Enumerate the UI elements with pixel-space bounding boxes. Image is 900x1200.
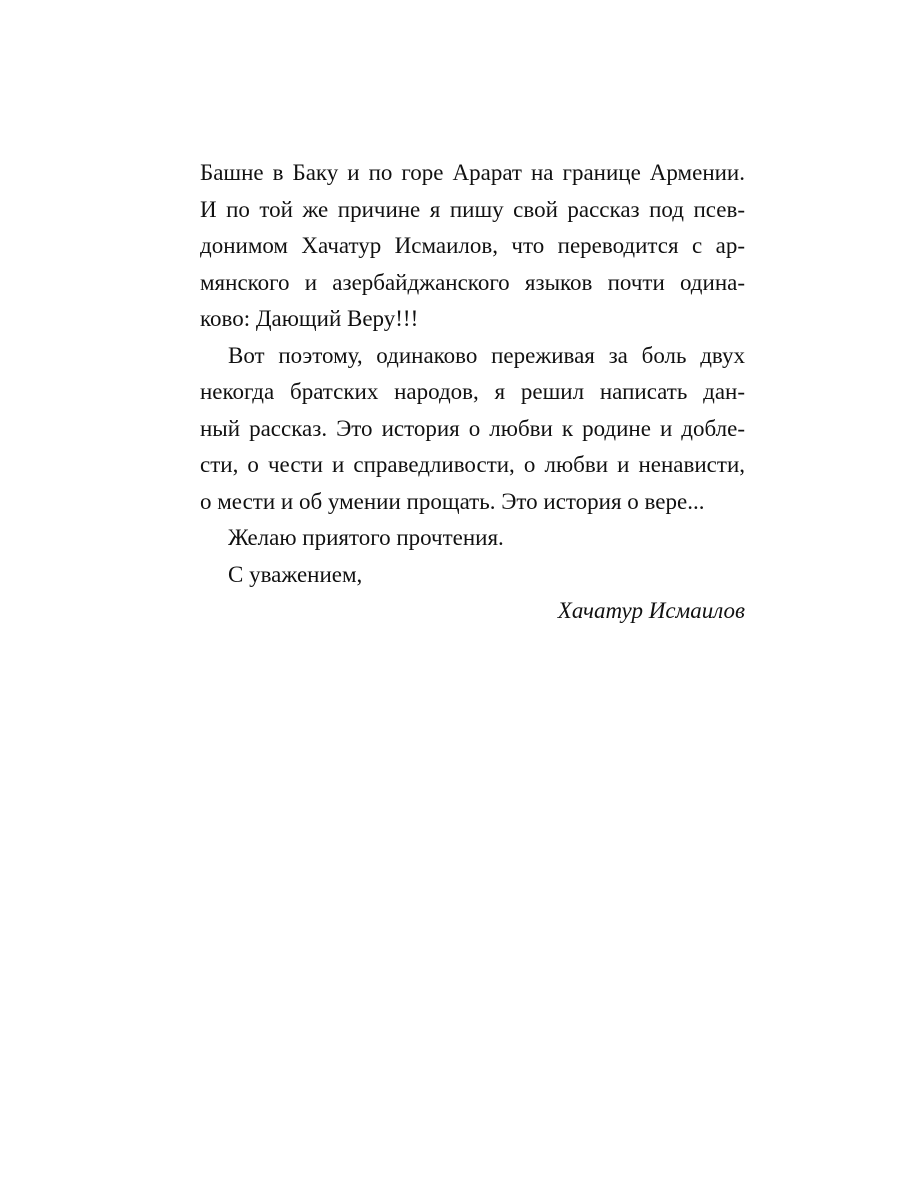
closing-line: С уважением, [228, 561, 363, 587]
author-signature: Хачатур Исмаилов [557, 598, 745, 623]
text-line: донимом Хачатур Исмаилов, что переводится с ар- [200, 233, 745, 258]
body-text [200, 155, 745, 630]
text-line: ково: Дающий Веру!!! [200, 306, 419, 331]
text-line: И по той же причине я пишу свой рассказ под псев- [200, 196, 745, 222]
text-line: сти, о чести и справедливости, о любви и ненависти, [200, 452, 745, 477]
text-line: ный рассказ. Это история о любви к родине и добле- [200, 415, 745, 441]
paragraph-start-line: Желаю приятого прочтения. [228, 525, 504, 550]
text-line: мянского и азербайджанского языков почти одина- [200, 269, 745, 295]
text-line: Башне в Баку и по горе Арарат на границе Армении. [200, 160, 745, 185]
text-line: некогда братских народов, я решил написать дан- [200, 379, 745, 404]
paragraph-start-line: Вот поэтому, одинаково переживая за боль двух [228, 342, 745, 368]
text-line: о мести и об умении прощать. Это история о вере... [200, 488, 705, 514]
